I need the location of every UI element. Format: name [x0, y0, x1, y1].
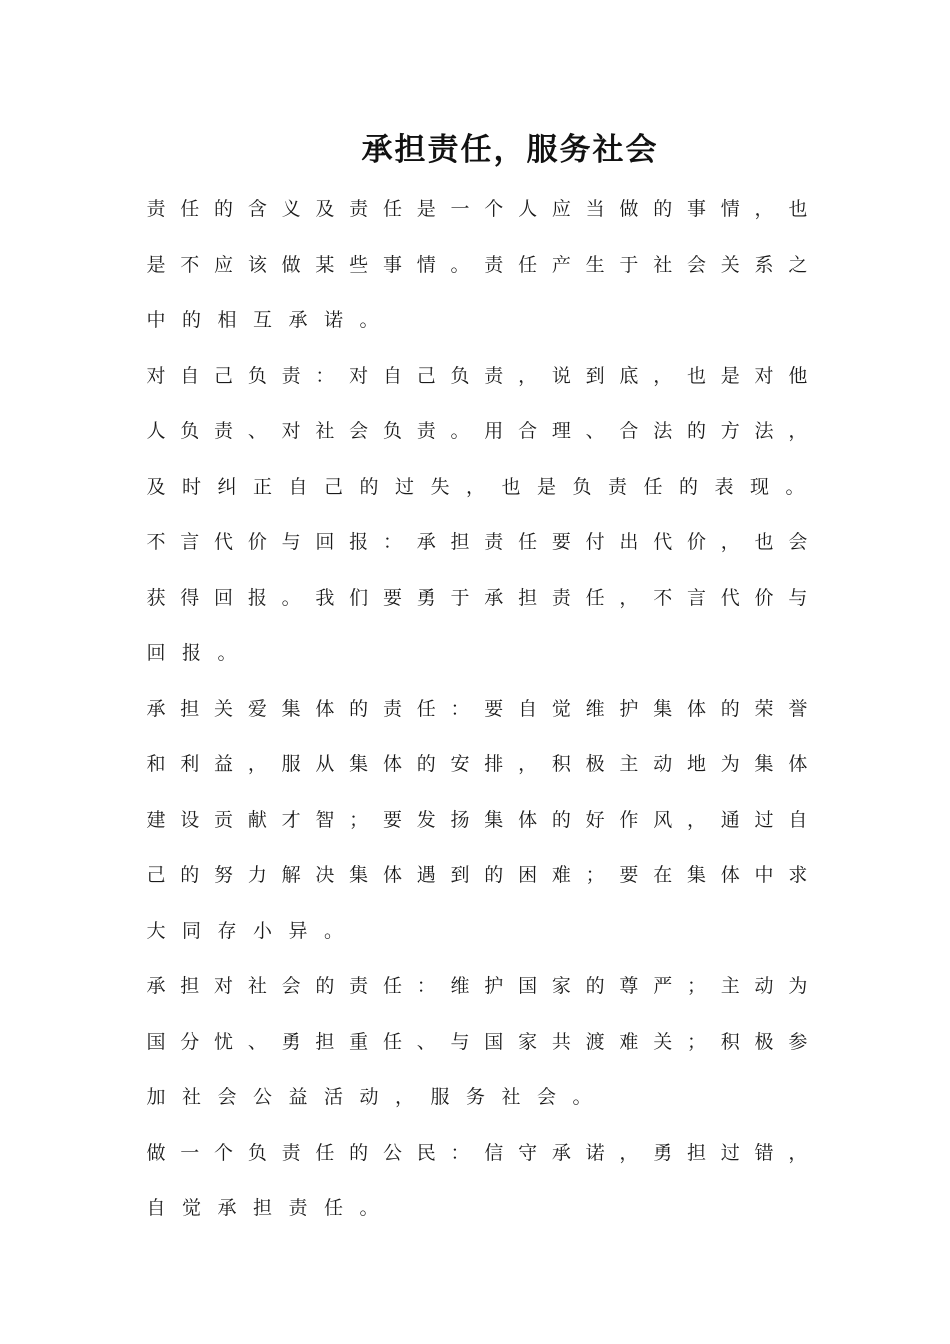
text-line: 是 不 应 该 做 某 些 事 情 。 责 任 产 生 于 社 会 关 系 之 — [146, 253, 808, 276]
text-line: 对 自 己 负 责 ： 对 自 己 负 责 ， 说 到 底 ， 也 是 对 他 — [146, 364, 808, 387]
text-line: 国 分 忧 、 勇 担 重 任 、 与 国 家 共 渡 难 关 ； 积 极 参 — [146, 1030, 808, 1053]
text-line: 责 任 的 含 义 及 责 任 是 一 个 人 应 当 做 的 事 情 ， 也 — [146, 198, 808, 220]
text-line: 中 的 相 互 承 诺 。 — [146, 309, 379, 331]
document-title: 承担责任，服务社会 — [361, 132, 659, 168]
text-line: 己 的 努 力 解 决 集 体 遇 到 的 困 难 ； 要 在 集 体 中 求 — [146, 864, 808, 886]
text-line: 人 负 责 、 对 社 会 负 责 。 用 合 理 、 合 法 的 方 法 ， — [146, 420, 808, 442]
text-line: 建 设 贡 献 才 智 ； 要 发 扬 集 体 的 好 作 风 ， 通 过 自 — [146, 808, 808, 831]
document-body — [146, 182, 808, 1237]
text-line: 大 同 存 小 异 。 — [146, 919, 343, 942]
text-line: 不 言 代 价 与 回 报 ： 承 担 责 任 要 付 出 代 价 ， 也 会 — [146, 531, 808, 553]
text-line: 自 觉 承 担 责 任 。 — [146, 1197, 379, 1219]
text-line: 承 担 对 社 会 的 责 任 ： 维 护 国 家 的 尊 严 ； 主 动 为 — [146, 975, 808, 997]
text-line: 加 社 会 公 益 活 动 ， 服 务 社 会 。 — [146, 1086, 592, 1108]
text-line: 回 报 。 — [146, 642, 237, 664]
text-line: 做 一 个 负 责 任 的 公 民 ： 信 守 承 诺 ， 勇 担 过 错 ， — [146, 1141, 808, 1164]
text-line: 及 时 纠 正 自 己 的 过 失 ， 也 是 负 责 任 的 表 现 。 — [146, 475, 805, 498]
text-line: 和 利 益 ， 服 从 集 体 的 安 排 ， 积 极 主 动 地 为 集 体 — [146, 753, 808, 775]
text-line: 承 担 关 爱 集 体 的 责 任 ： 要 自 觉 维 护 集 体 的 荣 誉 — [146, 697, 808, 720]
text-line: 获 得 回 报 。 我 们 要 勇 于 承 担 责 任 ， 不 言 代 价 与 — [146, 586, 808, 609]
